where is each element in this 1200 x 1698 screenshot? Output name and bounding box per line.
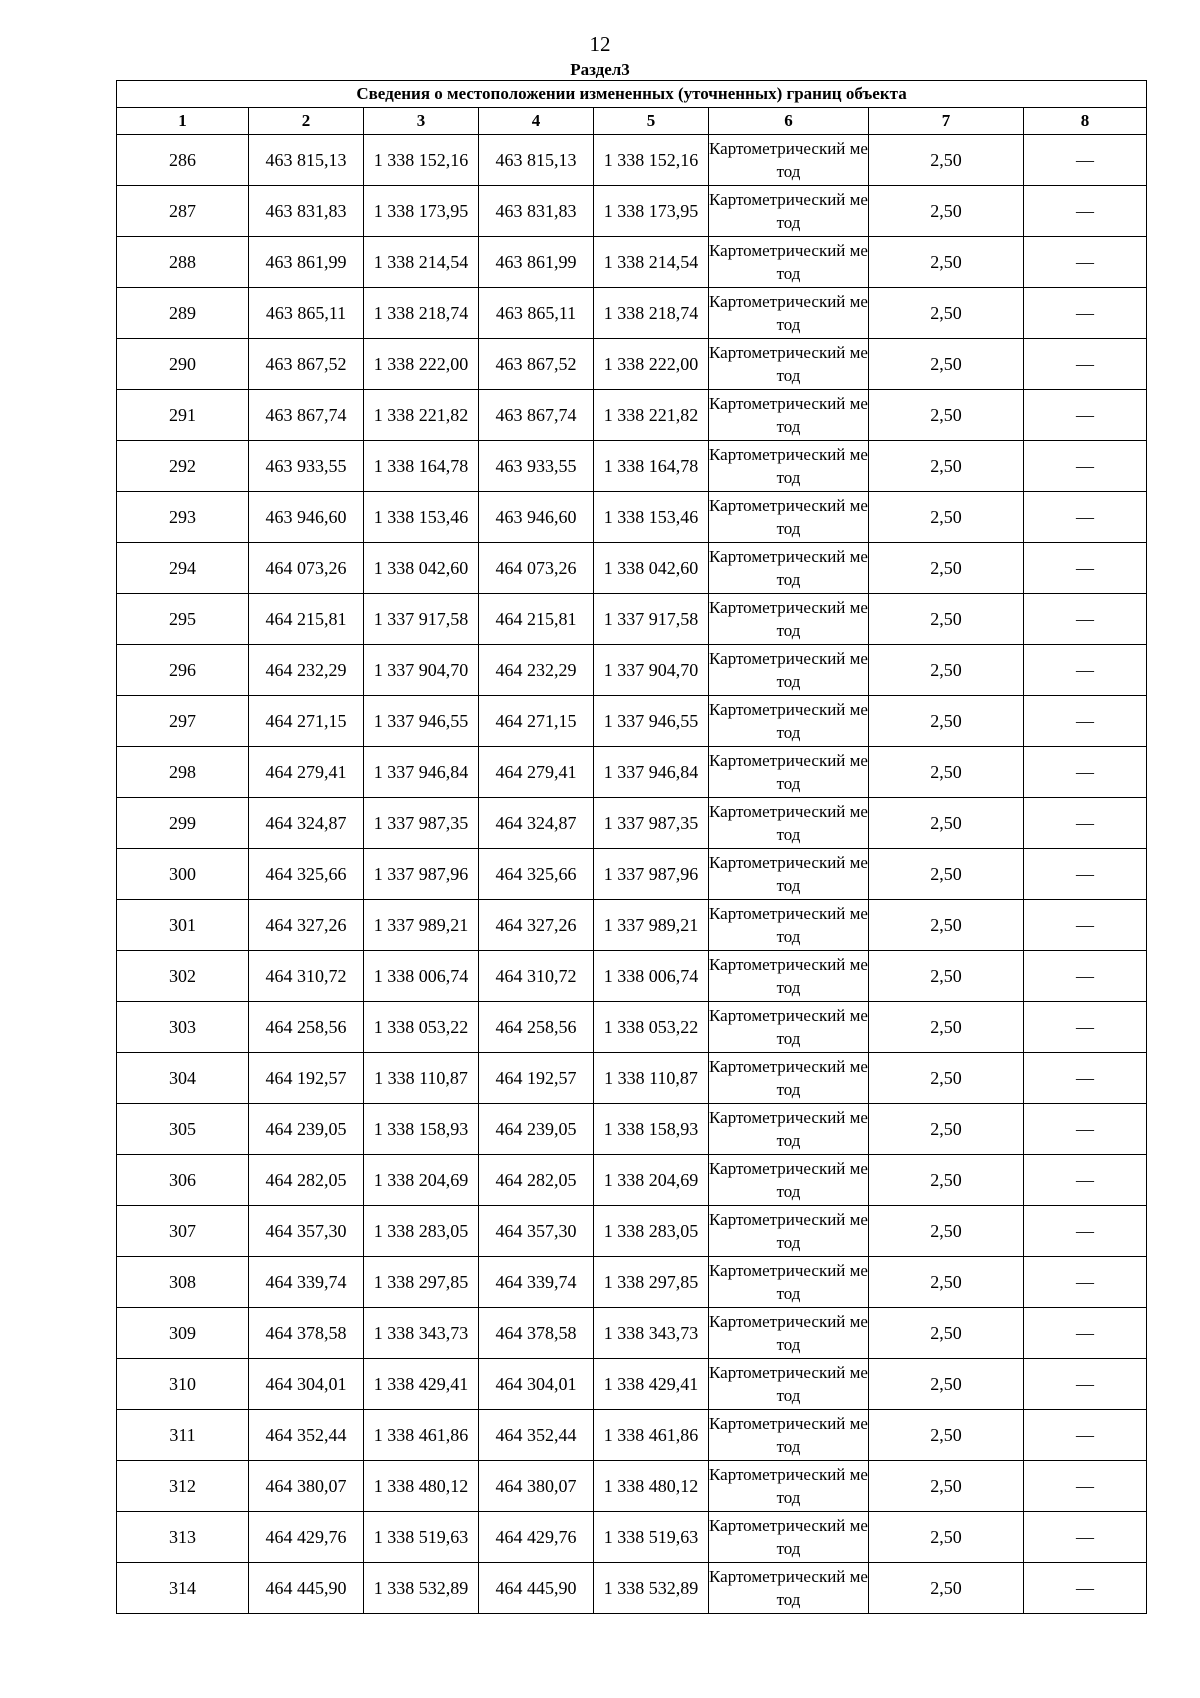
cell-x-existing: 464 429,76: [249, 1512, 364, 1563]
cell-x-existing: 463 946,60: [249, 492, 364, 543]
cell-accuracy: 2,50: [869, 339, 1024, 390]
cell-method: Картометрический метод: [709, 1206, 869, 1257]
cell-x-existing: 464 192,57: [249, 1053, 364, 1104]
cell-accuracy: 2,50: [869, 135, 1024, 186]
table-body: [117, 135, 1147, 1614]
cell-x-existing: 464 310,72: [249, 951, 364, 1002]
cell-x-new: 464 258,56: [479, 1002, 594, 1053]
cell-description: —: [1024, 339, 1147, 390]
table-row: [117, 798, 1147, 849]
cell-point-number: 309: [117, 1308, 249, 1359]
cell-y-existing: 1 337 987,96: [364, 849, 479, 900]
cell-point-number: 312: [117, 1461, 249, 1512]
cell-y-new: 1 338 214,54: [594, 237, 709, 288]
section-title: Раздел3: [570, 60, 630, 79]
table-row: [117, 237, 1147, 288]
cell-x-new: 463 867,52: [479, 339, 594, 390]
cell-y-existing: 1 337 917,58: [364, 594, 479, 645]
page-number: 12: [589, 32, 611, 56]
cell-point-number: 304: [117, 1053, 249, 1104]
cell-point-number: 295: [117, 594, 249, 645]
cell-method: Картометрический метод: [709, 798, 869, 849]
cell-description: —: [1024, 747, 1147, 798]
table-row: [117, 1053, 1147, 1104]
cell-point-number: 298: [117, 747, 249, 798]
cell-x-new: 464 073,26: [479, 543, 594, 594]
column-header-3: 3: [364, 108, 479, 135]
cell-y-existing: 1 338 006,74: [364, 951, 479, 1002]
cell-x-existing: 464 327,26: [249, 900, 364, 951]
cell-y-existing: 1 338 283,05: [364, 1206, 479, 1257]
cell-description: —: [1024, 1155, 1147, 1206]
cell-point-number: 300: [117, 849, 249, 900]
cell-method: Картометрический метод: [709, 1410, 869, 1461]
table-row: [117, 1512, 1147, 1563]
column-header-7: 7: [869, 108, 1024, 135]
cell-accuracy: 2,50: [869, 1563, 1024, 1614]
cell-x-new: 464 271,15: [479, 696, 594, 747]
cell-point-number: 313: [117, 1512, 249, 1563]
cell-method: Картометрический метод: [709, 186, 869, 237]
cell-point-number: 288: [117, 237, 249, 288]
table-row: [117, 288, 1147, 339]
cell-description: —: [1024, 1257, 1147, 1308]
table-row: [117, 1359, 1147, 1410]
cell-description: —: [1024, 1461, 1147, 1512]
cell-method: Картометрический метод: [709, 1257, 869, 1308]
cell-description: —: [1024, 696, 1147, 747]
cell-x-new: 463 865,11: [479, 288, 594, 339]
cell-method: Картометрический метод: [709, 1359, 869, 1410]
cell-y-existing: 1 338 204,69: [364, 1155, 479, 1206]
cell-y-new: 1 338 006,74: [594, 951, 709, 1002]
table-row: [117, 492, 1147, 543]
cell-y-existing: 1 338 519,63: [364, 1512, 479, 1563]
cell-description: —: [1024, 900, 1147, 951]
cell-y-new: 1 338 152,16: [594, 135, 709, 186]
cell-y-new: 1 337 987,35: [594, 798, 709, 849]
cell-y-existing: 1 338 053,22: [364, 1002, 479, 1053]
cell-accuracy: 2,50: [869, 186, 1024, 237]
cell-point-number: 290: [117, 339, 249, 390]
cell-accuracy: 2,50: [869, 1206, 1024, 1257]
cell-method: Картометрический метод: [709, 951, 869, 1002]
table-row: [117, 186, 1147, 237]
cell-y-new: 1 338 110,87: [594, 1053, 709, 1104]
cell-method: Картометрический метод: [709, 1512, 869, 1563]
cell-accuracy: 2,50: [869, 747, 1024, 798]
cell-x-existing: 464 445,90: [249, 1563, 364, 1614]
cell-point-number: 314: [117, 1563, 249, 1614]
cell-x-new: 464 192,57: [479, 1053, 594, 1104]
cell-y-new: 1 338 158,93: [594, 1104, 709, 1155]
cell-y-existing: 1 338 532,89: [364, 1563, 479, 1614]
cell-y-new: 1 337 946,55: [594, 696, 709, 747]
cell-point-number: 302: [117, 951, 249, 1002]
cell-y-new: 1 338 222,00: [594, 339, 709, 390]
cell-x-new: 464 232,29: [479, 645, 594, 696]
cell-method: Картометрический метод: [709, 543, 869, 594]
cell-y-existing: 1 338 461,86: [364, 1410, 479, 1461]
cell-accuracy: 2,50: [869, 1359, 1024, 1410]
column-header-2: 2: [249, 108, 364, 135]
cell-accuracy: 2,50: [869, 1002, 1024, 1053]
cell-method: Картометрический метод: [709, 696, 869, 747]
table-row: [117, 339, 1147, 390]
cell-x-existing: 464 325,66: [249, 849, 364, 900]
cell-y-existing: 1 338 152,16: [364, 135, 479, 186]
cell-x-existing: 463 815,13: [249, 135, 364, 186]
table-row: [117, 135, 1147, 186]
cell-point-number: 308: [117, 1257, 249, 1308]
cell-y-new: 1 337 987,96: [594, 849, 709, 900]
cell-method: Картометрический метод: [709, 135, 869, 186]
cell-method: Картометрический метод: [709, 441, 869, 492]
cell-description: —: [1024, 135, 1147, 186]
table-row: [117, 951, 1147, 1002]
cell-method: Картометрический метод: [709, 594, 869, 645]
cell-description: —: [1024, 1512, 1147, 1563]
cell-x-existing: 463 865,11: [249, 288, 364, 339]
table-row: [117, 1257, 1147, 1308]
cell-accuracy: 2,50: [869, 798, 1024, 849]
cell-y-existing: 1 337 989,21: [364, 900, 479, 951]
cell-y-new: 1 338 042,60: [594, 543, 709, 594]
cell-method: Картометрический метод: [709, 288, 869, 339]
cell-y-new: 1 337 917,58: [594, 594, 709, 645]
cell-method: Картометрический метод: [709, 1308, 869, 1359]
cell-x-existing: 464 378,58: [249, 1308, 364, 1359]
table-row: [117, 849, 1147, 900]
cell-x-new: 464 215,81: [479, 594, 594, 645]
cell-x-existing: 463 867,74: [249, 390, 364, 441]
cell-x-existing: 464 380,07: [249, 1461, 364, 1512]
coordinates-table: [116, 80, 1147, 1614]
column-header-row: [117, 108, 1147, 135]
cell-y-existing: 1 338 222,00: [364, 339, 479, 390]
cell-y-new: 1 338 153,46: [594, 492, 709, 543]
cell-point-number: 292: [117, 441, 249, 492]
cell-point-number: 291: [117, 390, 249, 441]
cell-description: —: [1024, 186, 1147, 237]
cell-y-existing: 1 337 946,84: [364, 747, 479, 798]
cell-y-existing: 1 338 153,46: [364, 492, 479, 543]
cell-x-new: 464 380,07: [479, 1461, 594, 1512]
cell-x-existing: 463 867,52: [249, 339, 364, 390]
cell-x-new: 464 327,26: [479, 900, 594, 951]
cell-x-new: 463 933,55: [479, 441, 594, 492]
cell-y-existing: 1 338 297,85: [364, 1257, 479, 1308]
table-row: [117, 1104, 1147, 1155]
cell-x-new: 464 324,87: [479, 798, 594, 849]
cell-method: Картометрический метод: [709, 1053, 869, 1104]
cell-point-number: 294: [117, 543, 249, 594]
cell-accuracy: 2,50: [869, 492, 1024, 543]
cell-method: Картометрический метод: [709, 492, 869, 543]
cell-point-number: 293: [117, 492, 249, 543]
table-row: [117, 747, 1147, 798]
column-header-6: 6: [709, 108, 869, 135]
cell-x-new: 464 325,66: [479, 849, 594, 900]
cell-point-number: 286: [117, 135, 249, 186]
cell-y-new: 1 337 946,84: [594, 747, 709, 798]
cell-accuracy: 2,50: [869, 849, 1024, 900]
cell-description: —: [1024, 1359, 1147, 1410]
cell-method: Картометрический метод: [709, 1563, 869, 1614]
cell-y-existing: 1 337 904,70: [364, 645, 479, 696]
cell-y-existing: 1 338 042,60: [364, 543, 479, 594]
table-row: [117, 1308, 1147, 1359]
column-header-1: 1: [117, 108, 249, 135]
cell-y-new: 1 338 429,41: [594, 1359, 709, 1410]
cell-description: —: [1024, 543, 1147, 594]
cell-description: —: [1024, 849, 1147, 900]
cell-y-new: 1 338 297,85: [594, 1257, 709, 1308]
cell-accuracy: 2,50: [869, 237, 1024, 288]
cell-x-new: 463 867,74: [479, 390, 594, 441]
cell-accuracy: 2,50: [869, 1257, 1024, 1308]
cell-x-existing: 464 271,15: [249, 696, 364, 747]
cell-y-existing: 1 338 343,73: [364, 1308, 479, 1359]
cell-y-existing: 1 338 164,78: [364, 441, 479, 492]
cell-x-existing: 464 279,41: [249, 747, 364, 798]
cell-x-existing: 464 357,30: [249, 1206, 364, 1257]
cell-accuracy: 2,50: [869, 951, 1024, 1002]
cell-x-new: 464 282,05: [479, 1155, 594, 1206]
cell-x-existing: 464 215,81: [249, 594, 364, 645]
cell-description: —: [1024, 645, 1147, 696]
cell-method: Картометрический метод: [709, 747, 869, 798]
cell-point-number: 306: [117, 1155, 249, 1206]
cell-point-number: 301: [117, 900, 249, 951]
cell-y-existing: 1 338 214,54: [364, 237, 479, 288]
cell-y-existing: 1 338 173,95: [364, 186, 479, 237]
cell-description: —: [1024, 798, 1147, 849]
cell-y-existing: 1 338 480,12: [364, 1461, 479, 1512]
table-row: [117, 594, 1147, 645]
cell-accuracy: 2,50: [869, 1461, 1024, 1512]
cell-accuracy: 2,50: [869, 1512, 1024, 1563]
cell-x-existing: 464 304,01: [249, 1359, 364, 1410]
cell-method: Картометрический метод: [709, 1002, 869, 1053]
cell-point-number: 310: [117, 1359, 249, 1410]
cell-description: —: [1024, 951, 1147, 1002]
cell-y-new: 1 338 519,63: [594, 1512, 709, 1563]
cell-y-new: 1 338 343,73: [594, 1308, 709, 1359]
cell-x-new: 463 946,60: [479, 492, 594, 543]
cell-y-new: 1 337 989,21: [594, 900, 709, 951]
column-header-5: 5: [594, 108, 709, 135]
cell-y-new: 1 338 461,86: [594, 1410, 709, 1461]
cell-method: Картометрический метод: [709, 1104, 869, 1155]
cell-x-existing: 463 933,55: [249, 441, 364, 492]
cell-description: —: [1024, 288, 1147, 339]
cell-description: —: [1024, 237, 1147, 288]
cell-y-existing: 1 338 429,41: [364, 1359, 479, 1410]
cell-x-new: 464 339,74: [479, 1257, 594, 1308]
cell-accuracy: 2,50: [869, 288, 1024, 339]
table-caption: Сведения о местоположении измененных (уточненных) границ объекта: [117, 81, 1147, 108]
cell-y-new: 1 338 053,22: [594, 1002, 709, 1053]
table-row: [117, 1206, 1147, 1257]
cell-x-new: 464 378,58: [479, 1308, 594, 1359]
cell-accuracy: 2,50: [869, 441, 1024, 492]
table-row: [117, 1155, 1147, 1206]
cell-x-new: 464 279,41: [479, 747, 594, 798]
table-row: [117, 1002, 1147, 1053]
cell-x-existing: 464 073,26: [249, 543, 364, 594]
cell-y-new: 1 337 904,70: [594, 645, 709, 696]
column-header-8: 8: [1024, 108, 1147, 135]
table-row: [117, 645, 1147, 696]
cell-method: Картометрический метод: [709, 1155, 869, 1206]
cell-y-new: 1 338 218,74: [594, 288, 709, 339]
cell-y-new: 1 338 480,12: [594, 1461, 709, 1512]
table-row: [117, 441, 1147, 492]
cell-accuracy: 2,50: [869, 900, 1024, 951]
cell-x-new: 464 429,76: [479, 1512, 594, 1563]
cell-point-number: 305: [117, 1104, 249, 1155]
cell-y-existing: 1 338 110,87: [364, 1053, 479, 1104]
cell-y-new: 1 338 164,78: [594, 441, 709, 492]
cell-x-new: 464 357,30: [479, 1206, 594, 1257]
cell-method: Картометрический метод: [709, 900, 869, 951]
cell-x-new: 463 815,13: [479, 135, 594, 186]
cell-x-existing: 464 239,05: [249, 1104, 364, 1155]
cell-accuracy: 2,50: [869, 645, 1024, 696]
cell-description: —: [1024, 1308, 1147, 1359]
cell-x-new: 464 445,90: [479, 1563, 594, 1614]
cell-description: —: [1024, 1563, 1147, 1614]
cell-y-new: 1 338 532,89: [594, 1563, 709, 1614]
cell-method: Картометрический метод: [709, 1461, 869, 1512]
cell-description: —: [1024, 1002, 1147, 1053]
table-row: [117, 390, 1147, 441]
cell-accuracy: 2,50: [869, 543, 1024, 594]
cell-x-existing: 464 339,74: [249, 1257, 364, 1308]
cell-point-number: 297: [117, 696, 249, 747]
cell-point-number: 299: [117, 798, 249, 849]
cell-description: —: [1024, 1410, 1147, 1461]
cell-description: —: [1024, 390, 1147, 441]
cell-x-existing: 464 232,29: [249, 645, 364, 696]
table-row: [117, 1563, 1147, 1614]
cell-y-new: 1 338 204,69: [594, 1155, 709, 1206]
cell-description: —: [1024, 1104, 1147, 1155]
cell-y-existing: 1 338 221,82: [364, 390, 479, 441]
cell-description: —: [1024, 594, 1147, 645]
table-row: [117, 1410, 1147, 1461]
cell-point-number: 307: [117, 1206, 249, 1257]
cell-x-existing: 464 324,87: [249, 798, 364, 849]
cell-y-existing: 1 337 946,55: [364, 696, 479, 747]
cell-description: —: [1024, 1053, 1147, 1104]
cell-accuracy: 2,50: [869, 1410, 1024, 1461]
cell-point-number: 296: [117, 645, 249, 696]
cell-accuracy: 2,50: [869, 1053, 1024, 1104]
table-row: [117, 1461, 1147, 1512]
cell-description: —: [1024, 1206, 1147, 1257]
cell-y-existing: 1 338 218,74: [364, 288, 479, 339]
cell-x-new: 464 304,01: [479, 1359, 594, 1410]
cell-point-number: 289: [117, 288, 249, 339]
cell-x-new: 463 831,83: [479, 186, 594, 237]
cell-accuracy: 2,50: [869, 594, 1024, 645]
cell-x-existing: 463 831,83: [249, 186, 364, 237]
cell-x-existing: 463 861,99: [249, 237, 364, 288]
cell-method: Картометрический метод: [709, 645, 869, 696]
table-row: [117, 900, 1147, 951]
cell-y-existing: 1 338 158,93: [364, 1104, 479, 1155]
cell-accuracy: 2,50: [869, 1104, 1024, 1155]
cell-description: —: [1024, 492, 1147, 543]
cell-x-new: 464 310,72: [479, 951, 594, 1002]
cell-accuracy: 2,50: [869, 696, 1024, 747]
cell-accuracy: 2,50: [869, 1308, 1024, 1359]
cell-accuracy: 2,50: [869, 1155, 1024, 1206]
cell-method: Картометрический метод: [709, 237, 869, 288]
cell-x-existing: 464 352,44: [249, 1410, 364, 1461]
cell-point-number: 287: [117, 186, 249, 237]
cell-method: Картометрический метод: [709, 390, 869, 441]
cell-x-new: 464 239,05: [479, 1104, 594, 1155]
cell-y-existing: 1 337 987,35: [364, 798, 479, 849]
cell-y-new: 1 338 221,82: [594, 390, 709, 441]
cell-description: —: [1024, 441, 1147, 492]
cell-method: Картометрический метод: [709, 849, 869, 900]
table-row: [117, 696, 1147, 747]
cell-x-existing: 464 258,56: [249, 1002, 364, 1053]
cell-x-existing: 464 282,05: [249, 1155, 364, 1206]
cell-point-number: 303: [117, 1002, 249, 1053]
cell-x-new: 463 861,99: [479, 237, 594, 288]
cell-y-new: 1 338 173,95: [594, 186, 709, 237]
cell-point-number: 311: [117, 1410, 249, 1461]
cell-method: Картометрический метод: [709, 339, 869, 390]
table-row: [117, 543, 1147, 594]
cell-y-new: 1 338 283,05: [594, 1206, 709, 1257]
column-header-4: 4: [479, 108, 594, 135]
cell-accuracy: 2,50: [869, 390, 1024, 441]
cell-x-new: 464 352,44: [479, 1410, 594, 1461]
